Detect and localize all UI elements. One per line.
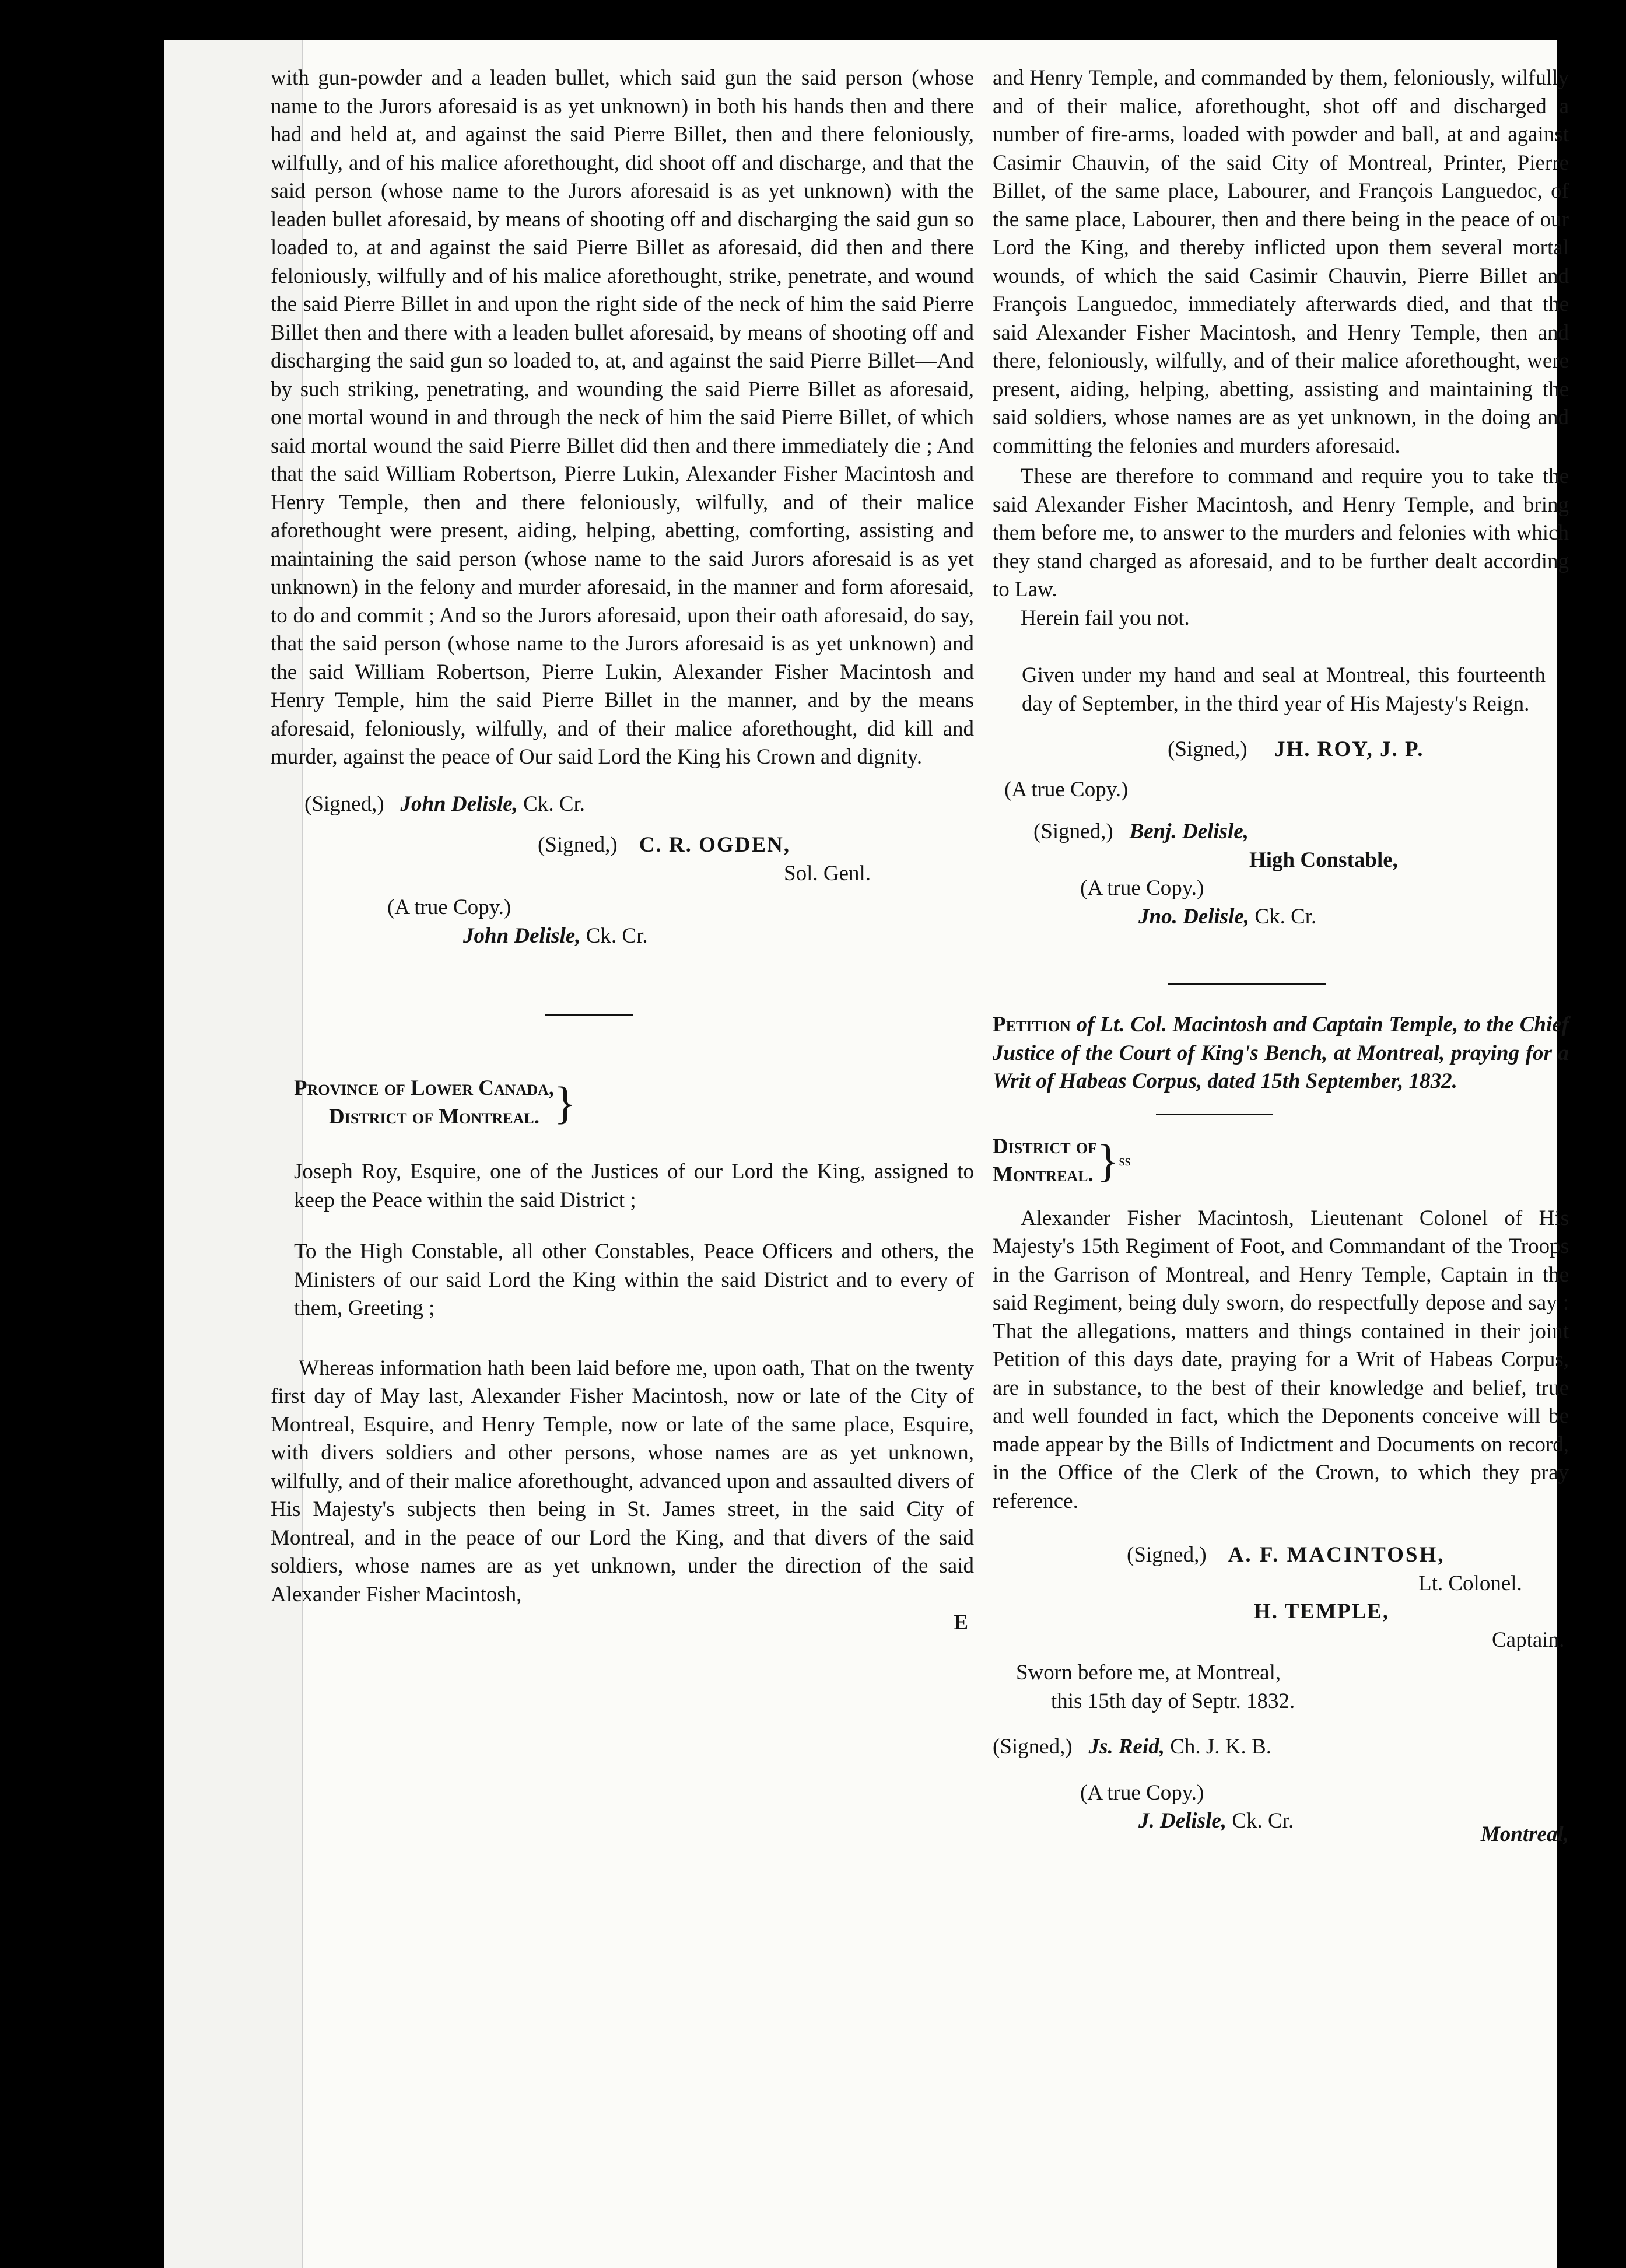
divider-rule: [545, 1014, 633, 1016]
given-paragraph: Given under my hand and seal at Montreal, this fourteenth day of September, in the third year of His Majesty's Reign.: [1022, 663, 1546, 716]
signature-temple: H. TEMPLE,: [1254, 1600, 1390, 1623]
signature-reid: (Signed,) Js. Reid, Ch. J. K. B.: [993, 1735, 1271, 1759]
true-copy-a: (A true Copy.): [1004, 777, 1129, 802]
temple-title: Captain.: [1492, 1628, 1565, 1652]
signature-roy: (Signed,) JH. ROY, J. P.: [1168, 737, 1424, 761]
herein-line: Herein fail you not.: [1021, 606, 1190, 630]
command-paragraph: These are therefore to command and require you to take the said Alexander Fisher Macintosh, and Henry Temple, and bring them before me, to answer to the murders and felonies with which they stand charged as aforesaid, and to be further dealt according to Law.: [993, 464, 1569, 601]
joseph-roy-paragraph: Joseph Roy, Esquire, one of the Justices of our Lord the King, assigned to keep the Peace within the said District ;: [294, 1160, 974, 1212]
signature-j-delisle: J. Delisle, Ck. Cr.: [1138, 1809, 1294, 1833]
continuation-paragraph: and Henry Temple, and commanded by them, feloniously, wilfully and of their malice, aforethought, shot off and discharged a number of fire-arms, loaded with powder and ball, at and against Casimir Chauvin, of the said City of Montreal, Printer, Pierre Billet, of the same place, Labourer, and François Languedoc, of the same place, Labourer, then and there being in the peace of our Lord the King, and thereby inflicted upon them several mortal wounds, of which the said Casimir Chauvin, Pierre Billet and François Languedoc, immediately afterwards died, and that the said Alexander Fisher Macintosh, and Henry Temple, then and there, feloniously, wilfully, and of their malice aforethought, were present, aiding, helping, abetting, assisting and maintaining the said soldiers, whose names are as yet unknown, in the doing and committing the felonies and murders aforesaid.: [993, 66, 1569, 458]
signature-mark: E: [954, 1611, 968, 1634]
catchword: Montreal,: [1480, 1822, 1569, 1846]
true-copy-1-signature: John Delisle, Ck. Cr.: [463, 923, 648, 948]
signature-macintosh: (Signed,) A. F. MACINTOSH,: [1127, 1543, 1445, 1567]
right-column: [993, 64, 1569, 1849]
signature-benj-delisle: (Signed,) Benj. Delisle,: [1033, 820, 1249, 844]
divider-rule-right-2: [1156, 1114, 1273, 1115]
signature-delisle: (Signed,) John Delisle, Ck. Cr.: [304, 792, 586, 816]
whereas-paragraph: Whereas information hath been laid before me, upon oath, That on the twenty first day of May last, Alexander Fisher Macintosh, now or late of the City of Montreal, Esquire, and Henry Temple, now or late of the same place, Esquire, with divers soldiers and other persons, whose names are as yet unknown, wilfully, and of their malice aforethought, advanced upon and assaulted divers of His Majesty's subjects then being in St. James street, in the said City of Montreal, and in the peace of our Lord the King, and that divers of the said soldiers, whose names are as yet unknown, under the direction of the said Alexander Fisher Macintosh,: [271, 1356, 974, 1606]
true-copy-1: (A true Copy.): [387, 895, 511, 919]
province-heading: Province of Lower Canada, District of Montreal. }: [294, 1076, 576, 1129]
true-copy-b: (A true Copy.): [1080, 876, 1204, 900]
petition-heading: Petition of Lt. Col. Macintosh and Captain Temple, to the Chief Justice of the Court of King's Bench, at Montreal, praying for a Writ of Habeas Corpus, dated 15th September, 1832.: [993, 1013, 1569, 1093]
affidavit-paragraph: Alexander Fisher Macintosh, Lieutenant Colonel of His Majesty's 15th Regiment of Foot, and Commandant of the Troops in the Garrison of Montreal, and Henry Temple, Captain in the said Regiment, being duly sworn, do respectfully depose and say : That the allegations, matters and things contained in their joint Petition of this days date, praying for a Writ of Habeas Corpus, are in substance, to the best of their knowledge and belief, true and well founded in fact, which the Deponents conceive will be made appear by the Bills of Indictment and Documents on record, in the Office of the Clerk of the Crown, to which they pray reference.: [993, 1206, 1569, 1513]
divider-rule-right-1: [1168, 984, 1326, 985]
true-copy-c: (A true Copy.): [1080, 1780, 1204, 1805]
left-column: [271, 64, 974, 1637]
document-page: [164, 40, 1569, 2268]
brace-icon: }: [1097, 1135, 1119, 1186]
to-high-constable-paragraph: To the High Constable, all other Constables, Peace Officers and others, the Ministers of our said Lord the King within the said District and to every of them, Greeting ;: [294, 1240, 974, 1320]
indictment-text: with gun-powder and a leaden bullet, which said gun the said person (whose name to the Jurors aforesaid is as yet unknown) in both his hands then and there had and held at, and against the said Pierre Billet, then and there feloniously, wilfully, and of his malice aforethought, did shoot off and discharge, and that the said person (whose name to the Jurors aforesaid is as yet unknown) with the leaden bullet aforesaid, by means of shooting off and discharging the said gun so loaded to, at and against the said Pierre Billet as aforesaid, did then and there feloniously, wilfully and of his malice aforethought, strike, penetrate, and wound the said Pierre Billet in and upon the right side of the neck of him the said Pierre Billet then and there with a leaden bullet aforesaid, by means of shooting off and discharging the said gun so loaded to, at, and against the said Pierre Billet—And by such striking, penetrating, and wounding the said Pierre Billet as aforesaid, one mortal wound in and through the neck of him the said Pierre Billet, of which said mortal wound the said Pierre Billet did then and there immediately die ; And that the said William Robertson, Pierre Lukin, Alexander Fisher Macintosh and Henry Temple, then and there feloniously, wilfully, and of their malice aforethought were present, aiding, helping, abetting, comforting, assisting and maintaining the said person (whose name to the said Jurors aforesaid is as yet unknown) in the felony and murder aforesaid, in the manner and form aforesaid, to do and commit ; And so the Jurors aforesaid, upon their oath aforesaid, do say, that the said person (whose name to the Jurors aforesaid is as yet unknown) and the said William Robertson, Pierre Lukin, Alexander Fisher Macintosh and Henry Temple, him the said Pierre Billet in the manner, and by the means aforesaid, feloniously, wilfully, and of their malice aforethought, did kill and murder, against the peace of Our said Lord the King his Crown and dignity.: [271, 66, 974, 769]
signature-jno-delisle: Jno. Delisle, Ck. Cr.: [1138, 904, 1317, 929]
signature-ogden-title: Sol. Genl.: [784, 861, 871, 886]
brace-icon: }: [554, 1077, 576, 1128]
district-heading: District of Montreal. } ss: [993, 1134, 1131, 1186]
macintosh-title: Lt. Colonel.: [1418, 1571, 1522, 1595]
sworn-line-1: Sworn before me, at Montreal,: [1016, 1661, 1281, 1685]
signature-ogden: (Signed,) C. R. OGDEN,: [538, 833, 791, 857]
sworn-line-2: this 15th day of Septr. 1832.: [1051, 1689, 1295, 1713]
high-constable-title: High Constable,: [1249, 848, 1398, 872]
